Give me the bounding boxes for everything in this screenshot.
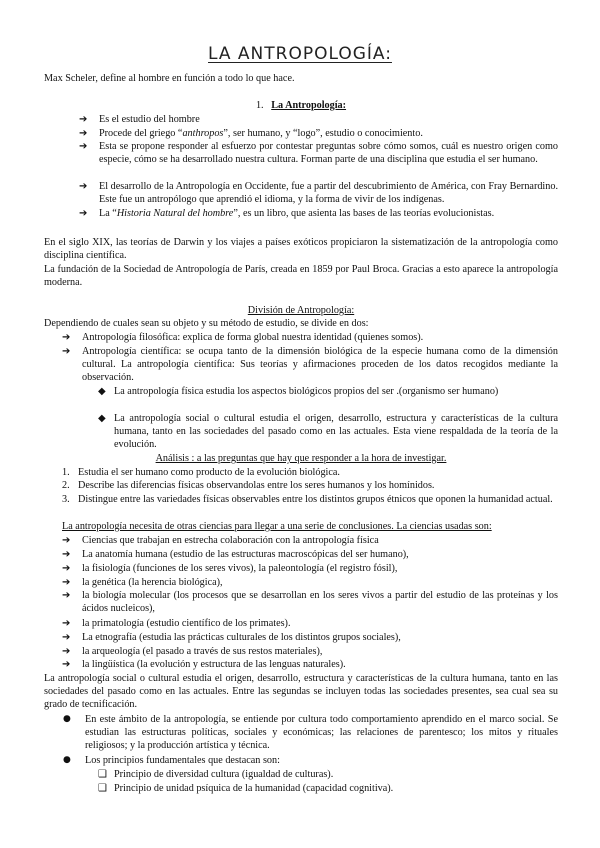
dot-bullet-icon: ● [63,714,71,724]
arrow-right-icon: ➔ [79,128,88,139]
arrow-right-icon: ➔ [62,549,71,560]
arrow-right-icon: ➔ [79,114,88,125]
ciencias-heading: La antropología necesita de otras ciencias para llegar a una serie de conclusiones. La ciencias usadas son: [62,521,492,532]
list-item: ➔ la fisiología (funciones de los seres vivos), la paleontología (el registro fósil), [62,563,398,574]
arrow-right-icon: ➔ [79,208,88,219]
list-item: ❑ Principio de unidad psíquica de la humanidad (capacidad cognitiva). [98,783,394,794]
arrow-right-icon: ➔ [62,590,71,601]
checkbox-icon: ❑ [98,769,107,780]
arrow-right-icon: ➔ [62,346,71,357]
list-item: ➔ La anatomía humana (estudio de las estructuras macroscópicas del ser humano), [62,549,409,560]
arrow-right-icon: ➔ [79,141,88,152]
list-item: ● Los principios fundamentales que destacan son: [63,755,280,766]
list-item: ➔ Es el estudio del hombre [79,114,200,125]
paragraph-fundacion: La fundación de la Sociedad de Antropología de París, creada en 1859 por Paul Broca. Gracias a esto aparece la antropología moderna. [44,264,558,288]
division-intro: Dependiendo de cuales sean su objeto y su método de estudio, se divide en dos: [44,318,369,329]
list-item: ❑ Principio de diversidad cultura (igualdad de culturas). [98,769,334,780]
list-item: ➔ El desarrollo de la Antropología en Occidente, fue a partir del descubrimiento de América, con Fray Bernardino. Este fue un antropólogo que aprendió el idioma, y la forma de vivir de los indígenas. [79,181,558,205]
list-item: 1. Estudia el ser humano como producto de la evolución biológica. [62,467,340,478]
section-heading [44,99,558,112]
arrow-right-icon: ➔ [62,535,71,546]
list-item: ➔ la biología molecular (los procesos que se desarrollan en los seres vivos a partir del estudio de las proteínas y los ácidos nucleicos), [62,590,558,614]
list-item: 2. Describe las diferencias físicas observandolas entre los seres humanos y los homínidos. [62,480,435,491]
list-item: ➔ la lingüística (la evolución y estructura de las lenguas naturales). [62,659,346,670]
list-item: ➔ Esta se propone responder al esfuerzo por contestar preguntas sobre cómo somos, cuál es nuestro origen como especie, cómo se ha desarrollado nuestra cultura. Forman parte de una disciplina que estudia el ser humano. [79,141,558,165]
section-number: 1. [255,100,264,111]
list-item: ● En este ámbito de la antropología, se entiende por cultura todo comportamiento aprendido en el marco social. Se estudian las estructuras políticas, sociales y económicas; las relaciones de parentesco; los mitos y rituales religiosos; y la producción artística y técnica. [63,714,558,751]
arrow-right-icon: ➔ [79,181,88,192]
list-item: 3. Distingue entre las variedades físicas observables entre los distintos grupos étnicos que oponen la humanidad actual. [62,494,553,505]
arrow-right-icon: ➔ [62,646,71,657]
paragraph-xix: En el siglo XIX, las teorías de Darwin y los viajes a países exóticos propiciaron la sistematización de la antropología como disciplina científica. [44,237,558,261]
arrow-right-icon: ➔ [62,577,71,588]
list-item: ➔ la arqueología (el pasado a través de sus restos materiales), [62,646,323,657]
list-item: ◆ La antropología social o cultural estudia el origen, desarrollo, estructura y características de la cultura humana, tanto en las sociedades del pasado como en las actuales. Esta viene respaldada de la teoría de la evolución. [98,413,558,450]
page-title: LA ANTROPOLOGÍA: [208,44,392,64]
arrow-right-icon: ➔ [62,632,71,643]
list-item: ◆ La antropología física estudia los aspectos biológicos propios del ser .(organismo ser humano) [98,386,499,397]
paragraph-social: La antropología social o cultural estudia el origen, desarrollo, estructura y características de la cultura humana, tanto en las sociedades del pasado como en las actuales. Entre las segundas se incluyen todas las sociedades presentes, sea cual sea su grado de tecnificación. [44,673,558,710]
list-item: ➔ Antropología filosófica: explica de forma global nuestra identidad (quienes somos). [62,332,424,343]
checkbox-icon: ❑ [98,783,107,794]
dot-bullet-icon: ● [63,755,71,765]
diamond-bullet-icon: ◆ [98,386,106,397]
analisis-heading: Análisis : a las preguntas que hay que responder a la hora de investigar. [155,453,447,464]
list-item: ➔ Antropología científica: se ocupa tanto de la dimensión biológica de la especie humana como de la dimensión cultural. La antropología científica: Sus teorías y afirmaciones proceden de los datos recogidos mediante la observación. [62,346,558,383]
list-item: ➔ La etnografía (estudia las prácticas culturales de los distintos grupos sociales), [62,632,401,643]
diamond-bullet-icon: ◆ [98,413,106,424]
list-item: ➔ La “Historia Natural del hombre”, es un libro, que asienta las bases de las teorías evolucionistas. [79,208,495,219]
division-heading: División de Antropología: [247,305,355,316]
list-item: ➔ Procede del griego “anthropos”, ser humano, y “logo”, estudio o conocimiento. [79,128,423,139]
arrow-right-icon: ➔ [62,332,71,343]
section-title: La Antropología: [271,100,347,111]
intro-paragraph: Max Scheler, define al hombre en función a todo lo que hace. [44,73,295,84]
list-item: ➔ Ciencias que trabajan en estrecha colaboración con la antropología física [62,535,379,546]
arrow-right-icon: ➔ [62,563,71,574]
arrow-right-icon: ➔ [62,659,71,670]
arrow-right-icon: ➔ [62,618,71,629]
list-item: ➔ la primatología (estudio científico de los primates). [62,618,291,629]
list-item: ➔ la genética (la herencia biológica), [62,577,223,588]
